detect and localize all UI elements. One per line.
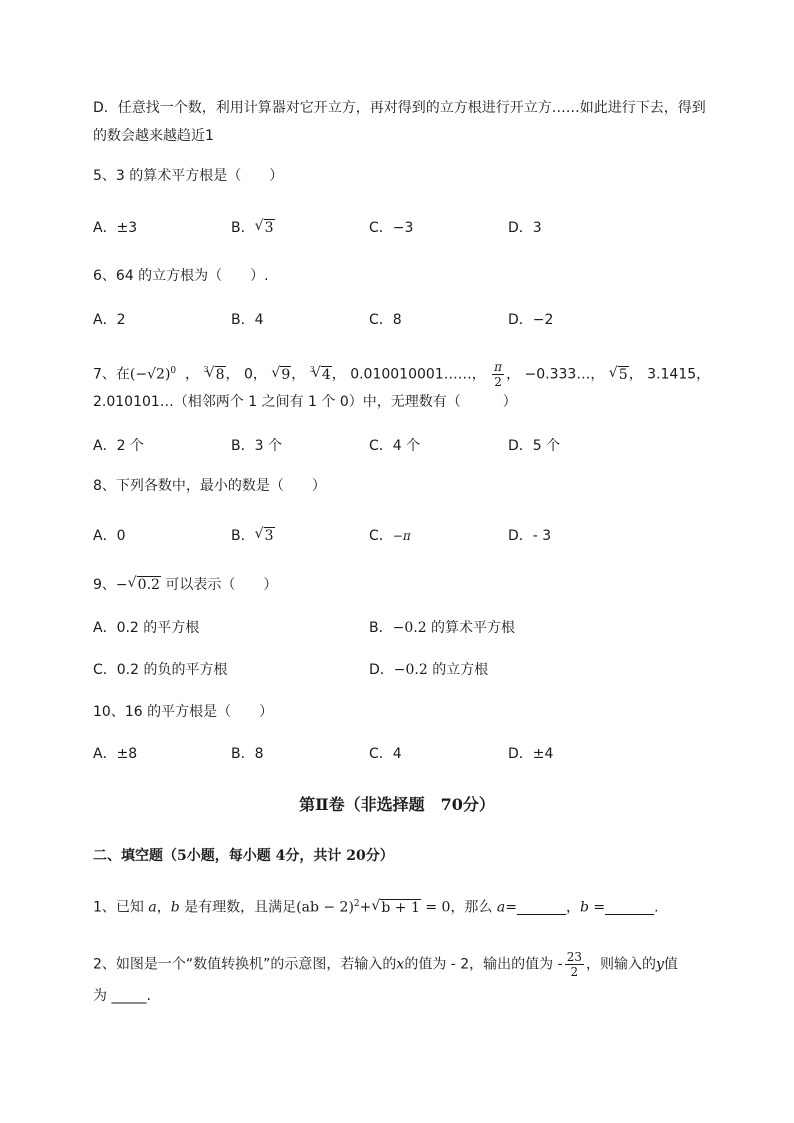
- q6-option-c: C．8: [369, 312, 402, 328]
- sqrt-symbol: [129, 575, 161, 595]
- q9-option-d: [369, 660, 488, 680]
- f2-end: 值: [663, 956, 678, 973]
- q7-stem-line1: 7、在$(-√2)^0$ ， $^3$√ 8， 0， √ 9， $^3$√ 4， 0.010010001……， $\frac{\pi}{2}$ ， −0.333…， √ 5， 3.1415，: [93, 360, 710, 389]
- q5-option-d: D．3: [508, 220, 542, 236]
- q5-option-b: [231, 218, 275, 238]
- sqrt-symbol: [610, 365, 629, 385]
- q9-option-d-tail: 的立方根: [427, 662, 489, 678]
- q10-option-a: A．±8: [93, 746, 138, 762]
- q9-option-b-label: B．: [369, 620, 393, 636]
- f1-then: ，那么: [450, 899, 497, 916]
- cbrt-symbol: [207, 365, 226, 385]
- fill2-line2: [93, 986, 151, 1006]
- q6-option-d: D．−2: [508, 312, 554, 328]
- f2-blank[interactable]: _____: [111, 988, 147, 1004]
- q7-sqrt9-radicand: 9: [281, 366, 291, 383]
- f2-frac-denominator: 2: [570, 965, 579, 979]
- f1-var-b: b: [170, 899, 180, 916]
- fill1-stem: [93, 894, 659, 918]
- cbrt-symbol: [313, 365, 332, 385]
- section-heading: 二、填空题（5小题，每小题 4分，共计 20分）: [93, 848, 394, 864]
- q7-decimal: 0.010010001……: [350, 366, 472, 383]
- q9-number: 9、: [93, 577, 116, 593]
- q8-option-c: [369, 526, 411, 546]
- q10-stem: 10、16 的平方根是（ ）: [93, 704, 274, 720]
- f1-blank-b[interactable]: _______: [605, 899, 655, 916]
- q7-cbrt4-index: 3: [309, 365, 315, 374]
- q7-option-a: A．2 个: [93, 438, 144, 454]
- f1-var-a: a: [148, 899, 157, 916]
- q9-option-b: [369, 618, 515, 638]
- q7-option-b: B．3 个: [231, 438, 282, 454]
- f1-mid: 是有理数，且满足: [179, 899, 297, 916]
- q10-option-c: C．4: [369, 746, 402, 762]
- q5-stem-text: 5、3 的算术平方根是（: [93, 168, 242, 184]
- q7-repeating: −0.333…: [524, 366, 591, 383]
- sqrt-symbol: [372, 898, 421, 918]
- f2-line2-pre: 为: [93, 988, 112, 1004]
- q8-option-b-label: B．: [231, 528, 255, 544]
- q7-pi-numerator: π: [494, 360, 503, 374]
- f2-frac-numerator: 23: [566, 950, 582, 964]
- q4-option-d-line2: 的数会越来越趋近1: [93, 128, 214, 144]
- q9-radicand: 0.2: [137, 577, 160, 593]
- f2-fraction: [565, 950, 584, 979]
- f1-pre: 1、已知: [93, 899, 149, 916]
- sqrt-symbol: [256, 218, 275, 238]
- q7-cbrt4-radicand: 4: [321, 366, 331, 383]
- q9-option-a: A．0.2 的平方根: [93, 620, 200, 636]
- q5-stem: [93, 166, 283, 186]
- f2-mid: 的值为 - 2，输出的值为 -: [404, 956, 563, 973]
- f2-var-x: x: [396, 956, 405, 973]
- f1-var-a2: a: [496, 899, 506, 916]
- q8-option-b: [231, 526, 275, 546]
- q5-option-a: A．±3: [93, 220, 138, 236]
- q8-option-a: A．0: [93, 528, 126, 544]
- q7-sqrt5-radicand: 5: [618, 366, 628, 383]
- q9-option-d-label: D．: [369, 662, 394, 678]
- q8-option-b-radicand: 3: [264, 528, 274, 544]
- q8-option-c-value: −π: [392, 529, 411, 543]
- f1-end: .: [654, 899, 659, 916]
- fill2-line1: [93, 950, 678, 979]
- q9-option-b-tail: 的算术平方根: [426, 620, 516, 636]
- q6-stem: 6、64 的立方根为（ ）.: [93, 268, 269, 284]
- q7-exponent: 0: [170, 365, 177, 376]
- q5-option-c: C．−3: [369, 220, 414, 236]
- f1-eq2: =: [505, 899, 517, 916]
- q7-option-c: C．4 个: [369, 438, 421, 454]
- f2-pre: 2、如图是一个“数值转换机”的示意图，若输入的: [93, 956, 397, 973]
- q7-pi-over-2: [492, 360, 504, 389]
- q5-option-b-label: B．: [231, 220, 255, 236]
- q9-stem-tail: 可以表示（ ）: [160, 577, 278, 593]
- q9-option-c: C．0.2 的负的平方根: [93, 662, 228, 678]
- f2-var-y: y: [655, 956, 664, 973]
- f1-plus: +: [359, 899, 372, 916]
- q10-option-d: D．±4: [508, 746, 554, 762]
- f1-radicand: b + 1: [381, 899, 420, 916]
- f1-equals-zero: = 0: [420, 899, 451, 916]
- q6-option-a: A．2: [93, 312, 126, 328]
- q7-neg-root: (−√2): [129, 366, 171, 383]
- q7-pi-denominator: 2: [494, 375, 502, 389]
- f1-eq3: =: [588, 899, 606, 916]
- sqrt-symbol: [256, 526, 275, 546]
- q8-stem: 8、下列各数中，最小的数是（ ）: [93, 478, 326, 494]
- q10-option-b: B．8: [231, 746, 264, 762]
- f1-square: 2: [353, 899, 360, 909]
- q4-option-d-line1: D．任意找一个数，利用计算器对它开立方，再对得到的立方根进行开立方……如此进行下去，得到: [93, 100, 706, 116]
- f1-var-b2: b: [579, 899, 589, 916]
- f1-expression: (ab − 2): [296, 899, 354, 916]
- sqrt-symbol: [272, 365, 291, 385]
- q9-minus: −: [115, 577, 128, 593]
- f1-separator: ，: [565, 899, 580, 916]
- f1-blank-a[interactable]: _______: [516, 899, 566, 916]
- q9-stem: [93, 575, 277, 595]
- q8-option-d: D．- 3: [508, 528, 552, 544]
- q5-stem-close: ）: [269, 168, 284, 184]
- q9-option-b-value: −0.2: [392, 620, 427, 636]
- q6-option-b: B．4: [231, 312, 264, 328]
- q7-cbrt8-index: 3: [203, 365, 209, 374]
- part2-title: 第Ⅱ卷（非选择题 70分）: [299, 795, 495, 814]
- q7-number: 7、在: [93, 366, 130, 383]
- q5-option-b-radicand: 3: [264, 220, 274, 236]
- q7-zero: 0: [243, 366, 253, 383]
- q9-option-d-value: −0.2: [393, 662, 428, 678]
- q7-stem-line2: 2.010101…（相邻两个 1 之间有 1 个 0）中，无理数有（ ）: [93, 394, 517, 410]
- f2-line2-end: .: [146, 988, 151, 1004]
- q7-value: 3.1415: [647, 366, 697, 383]
- q7-cbrt8-radicand: 8: [215, 366, 225, 383]
- q8-option-c-label: C．: [369, 528, 393, 544]
- q7-option-d: D．5 个: [508, 438, 561, 454]
- f1-comma: ，: [156, 899, 171, 916]
- f2-post: ，则输入的: [585, 956, 656, 973]
